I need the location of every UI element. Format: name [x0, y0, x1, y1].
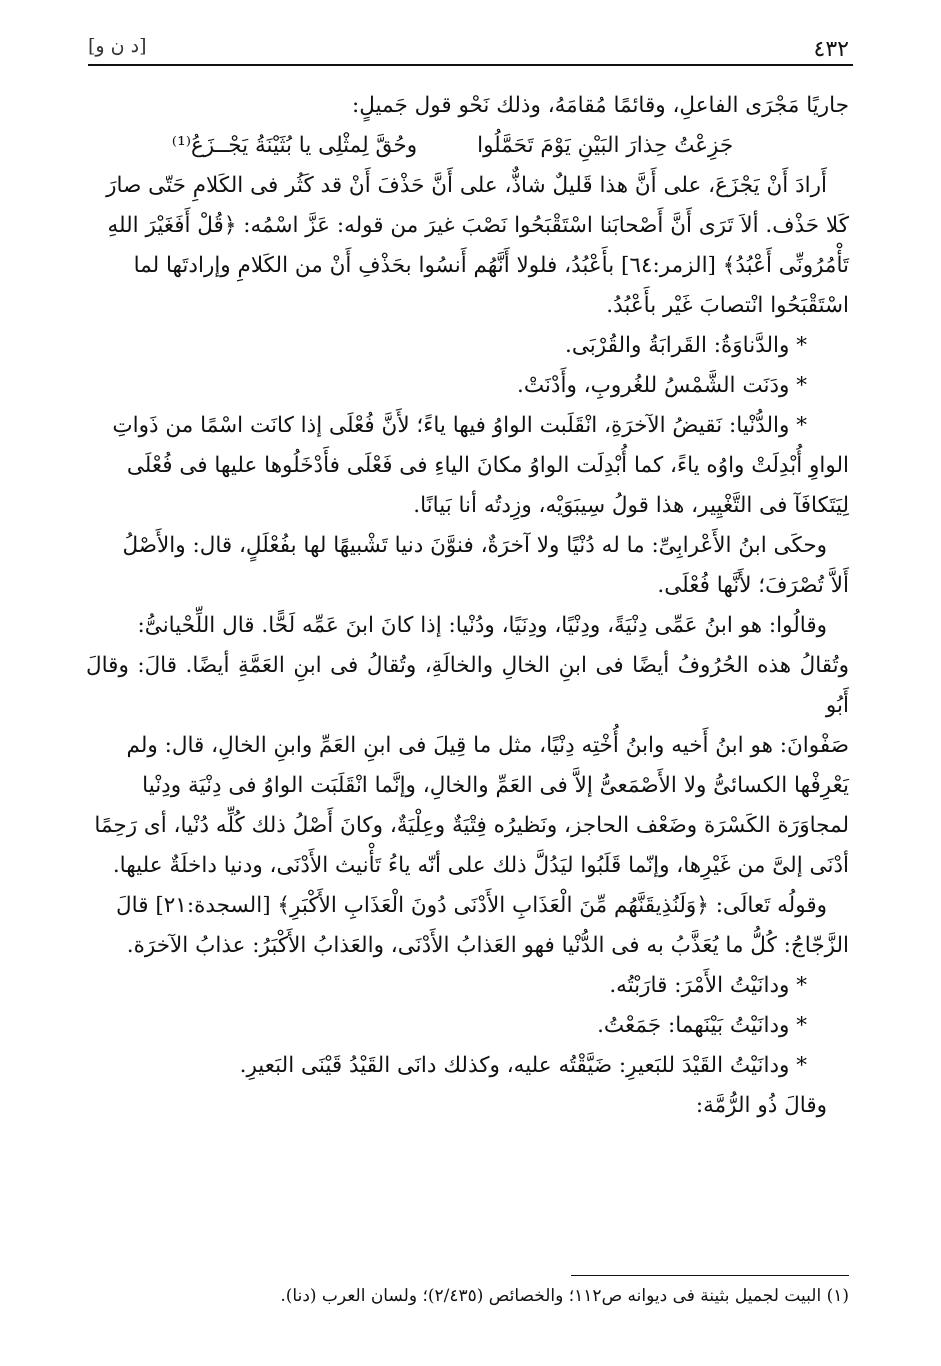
- entry-line: * ودانَيْتُ الأَمْرَ: قارَبْتُه.: [609, 973, 807, 998]
- entry-line: * والدُّنْيا: نَقيضُ الآخرَةِ، انْقَلَبت الواوُ فيها ياءً؛ لأَنَّ فُعْلَى إذا كانَت اسْمًا من ذَواتِ: [112, 413, 807, 438]
- main-text: [86, 86, 849, 1126]
- text-line: أَلاَّ تُصْرَفَ؛ لأَنَّها فُعْلَى.: [657, 573, 849, 598]
- entry-line: * ودَنَت الشَّمْسُ للغُروبِ، وأَدْنَتْ.: [516, 373, 807, 398]
- footnote-rule: [571, 1275, 849, 1276]
- text-line: وتُقالُ هذه الحُرُوفُ أيضًا فى ابنِ الخالِ والخالَةِ، وتُقالُ فى ابنِ العَمَّةِ أيضًا. قالَ: وقالَ أَبُو: [86, 653, 849, 718]
- text-line: وقالَ ذُو الرُّمَّة:: [695, 1093, 827, 1118]
- text-line: كَلا حَذْف. ألاَ تَرَى أَنَّ أَصْحابَنا اسْتَقْبَحُوا نَصْبَ غيرَ من قوله: عَزَّ اسْمُه: ﴿قُلْ أَفَغَيْرَ اللهِ: [107, 213, 849, 238]
- text-line: وقولُه تَعالَى: ﴿وَلَنُذِيقَنَّهُم مِّنَ الْعَذَابِ الأَدْنَى دُونَ الْعَذَابِ الأَكْبَرِ﴾ [السجدة:٢١] قالَ: [116, 893, 827, 918]
- footnote: (١) البيت لجميل بثينة فى ديوانه ص١١٢؛ والخصائص (٢/٤٣٥)؛ ولسان العرب (دنا).: [280, 1286, 849, 1306]
- header-rule: [88, 64, 853, 66]
- text-line: يَعْرِفْها الكسائىُّ ولا الأَصْمَعىُّ إلاَّ فى العَمِّ والخالِ، وإنَّما انْقَلَبَت الواوُ فى دِنْيَة ودِنْيا: [142, 773, 849, 798]
- entry-line: * ودانَيْتُ القَيْدَ للبَعيرِ: ضَيَّقْتُه عليه، وكذلك دانَى القَيْدُ قَيْنَى البَعيرِ.: [239, 1053, 807, 1078]
- verse-hemistich-first: جَزِعْتُ حِذارَ البَيْنِ يَوْمَ تَحَمَّلُوا: [477, 133, 734, 158]
- page-number: ٤٣٢: [813, 37, 849, 62]
- text-line: لمجاوَرَة الكَسْرَة وضَعْف الحاجز، ونَظيرُه فِتْيَةٌ وعِلْيَةٌ، وكانَ أَصْلُ ذلك كُلِّه دُنْيا، أى رَحِمًا: [94, 813, 849, 838]
- text-line: أَرادَ أَنْ يَجْزَعَ، على أَنَّ هذا قَليلٌ شاذٌّ، على أَنَّ حَذْفَ أَنْ قد كَثُر فى الكَلامِ حَتّى صارَ: [106, 173, 827, 198]
- text-line: لِيَتَكافَآ فى التَّغْيِير، هذا قولُ سِيبَوَيْه، وزِدتُه أنا بَيانًا.: [413, 493, 849, 518]
- text-line: اسْتَقْبَحُوا انْتصابَ غَيْر بأَعْبُدُ.: [606, 293, 849, 318]
- text-line: الزَّجّاجُ: كُلُّ ما يُعَذَّبُ به فى الدُّنْيا فهو العَذابُ الأَدْنَى، والعَذابُ الأَكْبَرُ: عذابُ الآخرَة.: [126, 933, 849, 958]
- text-line: صَفْوانَ: هو ابنُ أَخيه وابنُ أُخْتِه دِنْيًا، مثل ما قِيلَ فى ابنِ العَمِّ وابنِ الخالِ، قال: ولم: [126, 733, 849, 758]
- text-line: تَأْمُرُونِّى أَعْبُدُ﴾ [الزمر:٦٤] بأَعْبُدُ، فلولا أَنَّهُم أَنسُوا بحَذْفِ أَنْ من الكَلامِ وإرادتَها لما: [133, 253, 849, 278]
- text-line: أدْنَى إلىَّ من غَيْرِها، وإنّما قَلَبُوا ليَدُلَّ ذلك على أنّه ياءُ تَأْنيث الأَدْنَى، ودنيا داخلَةٌ عليها.: [112, 853, 849, 878]
- text-line: جاريًا مَجْرَى الفاعلِ، وقائمًا مُقامَهُ، وذلك نَحْو قول جَميلٍ:: [352, 93, 849, 118]
- text-line: وقالُوا: هو ابنُ عَمِّى دِنْيَةً، ودِنْيًا، ودِنَيًا، ودُنْيا: إذا كانَ ابنَ عَمِّه لَحًّا. قال اللِّحْيانىُّ:: [137, 613, 827, 638]
- text-line: الواوِ أُبْدِلَتْ واوُه ياءً، كما أُبْدِلَت الواوُ مكانَ الياءِ فى فَعْلَى فأَدْخَلُوها عليها فى فُعْلَى: [126, 453, 849, 478]
- verse-hemistich-second: وحُقَّ لِمثْلِى يا بُثَيْنَةُ يَجْــزَعُ⁽¹⁾: [171, 133, 418, 158]
- entry-line: * والدَّناوَةُ: القَرابَةُ والقُرْبَى.: [564, 333, 807, 358]
- poem-verse: [86, 126, 849, 166]
- entry-line: * ودانَيْتُ بَيْنَهما: جَمَعْتُ.: [597, 1013, 807, 1038]
- running-head: [د ن و]: [88, 35, 147, 57]
- text-line: وحكَى ابنُ الأَعْرابِىِّ: ما له دُنْيًا ولا آخرَةٌ، فنوَّنَ دنيا تَشْبيهًا لها بفُعْلَلٍ، قال: والأَصْلُ: [122, 533, 827, 558]
